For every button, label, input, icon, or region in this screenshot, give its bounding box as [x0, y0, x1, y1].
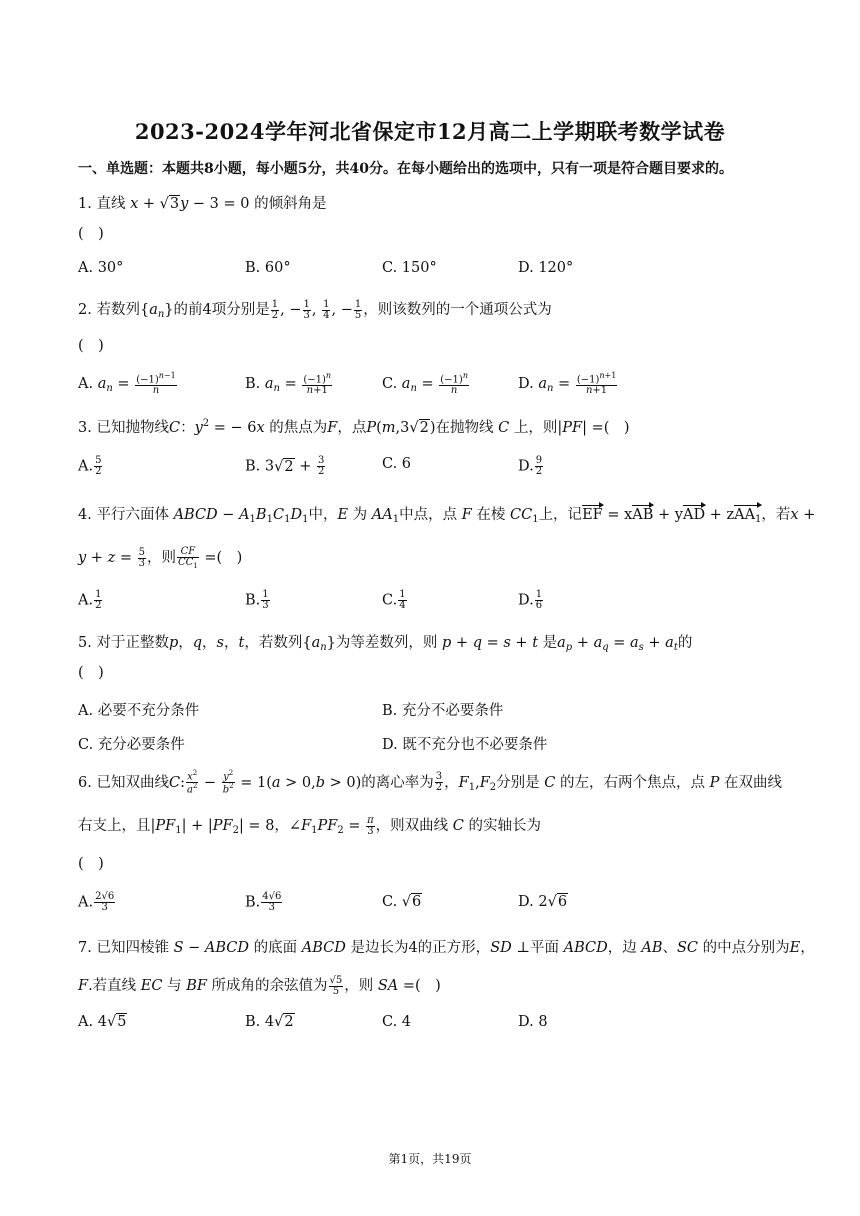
- q6-option-d: D. 2√6: [518, 894, 568, 910]
- q3-option-d: D. $\frac{9}{2}$: [518, 455, 543, 477]
- q3-option-c: C. 6: [382, 456, 412, 472]
- q2-option-a: A. $a_n$ = $\frac{(-1)^{n-1}}{n}$: [78, 371, 176, 397]
- q7-option-d: D. 8: [518, 1014, 548, 1030]
- q7-option-a: A. 4√5: [78, 1014, 127, 1030]
- question-5: 5. 对于正整数p，q，s，t，若数列$\{a_n\}$为等差数列，则 p + q = s + t 是$a_p + a_q = a_s + a_t$的: [78, 635, 693, 653]
- q1-option-d: D. 120°: [518, 260, 574, 276]
- q5-option-b: B. 充分不必要条件: [382, 703, 504, 719]
- page-title: 2023-2024学年河北省保定市12月高二上学期联考数学试卷: [134, 119, 726, 144]
- q6-option-b: B. $\frac{4√6}{3}$: [245, 891, 282, 913]
- q1-option-b: B. 60°: [245, 260, 291, 276]
- page-footer: 第1页，共19页: [388, 1152, 472, 1166]
- q1-option-c: C. 150°: [382, 260, 437, 276]
- answer-paren: ( ): [78, 856, 104, 872]
- q4-option-b: B. $\frac{1}{3}$: [245, 589, 269, 611]
- answer-paren: ( ): [78, 338, 104, 354]
- question-4: 4. 平行六面体 ABCD − $A_1B_1C_1D_1$中，E 为 $AA_1$中点，点 F 在棱 $CC_1$上，记EF = xAB + yAD + zAA$_1$，若x +: [78, 507, 816, 525]
- q2-option-c: C. $a_n$ = $\frac{(-1)^n}{n}$: [382, 371, 468, 397]
- q4-option-a: A. $\frac{1}{2}$: [78, 589, 102, 611]
- q5-option-a: A. 必要不充分条件: [78, 703, 200, 719]
- q4-option-c: C. $\frac{1}{4}$: [382, 589, 406, 611]
- question-4-line2: y + z = $\frac{5}{3}$ ，则 $\frac{CF}{CC_1}$ =( ): [78, 545, 243, 570]
- q6-option-a: A. $\frac{2√6}{3}$: [78, 891, 115, 913]
- q3-option-b: B. 3√2 + $\frac{3}{2}$: [245, 455, 325, 477]
- q3-option-a: A. $\frac{5}{2}$: [78, 455, 102, 477]
- question-2: 2. 若数列$\{a_n\}$的前4项分别是 $\frac{1}{2}$ , − $\frac{1}{3}$ , $\frac{1}{4}$ , − $\frac{1}{5}$ ，则该数列的一个通项公式为: [78, 298, 552, 321]
- question-6: 6. 已知双曲线C: $\frac{x^2}{a^2}$ − $\frac{y^2}{b^2}$ = 1(a > 0,b > 0)的离心率为 $\frac{3}{2}$ ，$F_1,F_2$分别是 C 的左，右两个焦点，点 P 在双曲线: [78, 769, 782, 796]
- q7-option-c: C. 4: [382, 1014, 412, 1030]
- section-heading: 一、单选题：本题共8小题，每小题5分，共40分。在每小题给出的选项中，只有一项是符合题目要求的。: [78, 161, 733, 177]
- q4-option-d: D. $\frac{1}{6}$: [518, 589, 543, 611]
- q5-option-d: D. 既不充分也不必要条件: [382, 737, 548, 753]
- answer-paren: ( ): [78, 665, 104, 681]
- question-7-line2: F.若直线 EC 与 BF 所成角的余弦值为 $\frac{√5}{5}$ ，则 SA =( ): [78, 974, 441, 997]
- answer-paren: ( ): [78, 226, 104, 242]
- q5-option-c: C. 充分必要条件: [78, 737, 185, 753]
- q6-option-c: C. √6: [382, 894, 422, 910]
- question-6-line2: 右支上，且$|PF_1| + |PF_2| = 8$，$\angle F_1PF_2$ = $\frac{\pi}{3}$ ，则双曲线 C 的实轴长为: [78, 814, 541, 837]
- question-1: 1. 直线 x + √3y − 3 = 0 的倾斜角是: [78, 196, 327, 212]
- question-3: 3. 已知抛物线C：$y^2$ = − 6x 的焦点为F，点P(m,3√2)在抛物线 C 上，则|PF| =( ): [78, 418, 630, 436]
- q1-option-a: A. 30°: [78, 260, 124, 276]
- q7-option-b: B. 4√2: [245, 1014, 294, 1030]
- q2-option-d: D. $a_n$ = $\frac{(-1)^{n+1}}{n+1}$: [518, 371, 617, 397]
- question-7: 7. 已知四棱锥 S − ABCD 的底面 ABCD 是边长为4的正方形，SD ⊥平面 ABCD，边 AB、SC 的中点分别为E，: [78, 940, 815, 956]
- q2-option-b: B. $a_n$ = $\frac{(-1)^n}{n+1}$: [245, 371, 332, 397]
